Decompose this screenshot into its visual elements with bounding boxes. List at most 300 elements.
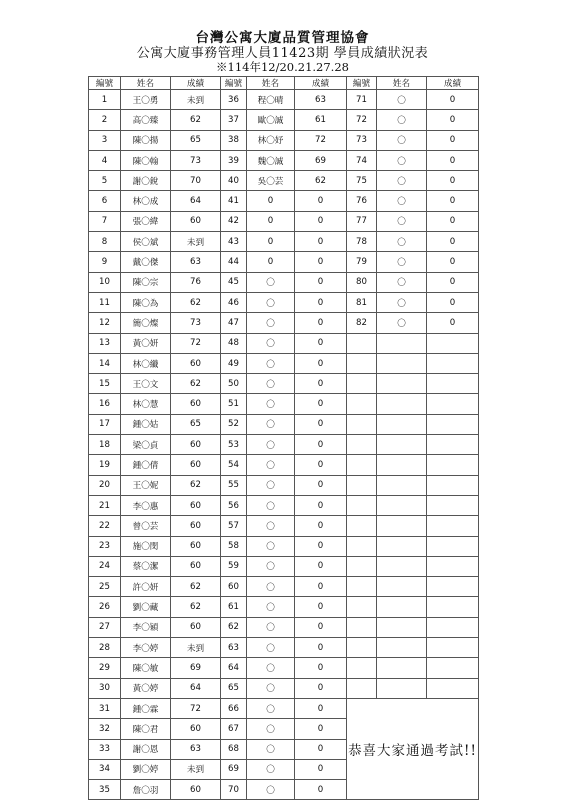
student-number: 5	[89, 171, 121, 191]
table-row	[89, 333, 479, 353]
student-score: 60	[171, 455, 221, 475]
student-name: 〇	[247, 638, 295, 658]
student-number: 47	[221, 313, 247, 333]
student-name: 〇	[247, 597, 295, 617]
table-row	[89, 252, 479, 272]
student-name: 〇	[247, 536, 295, 556]
student-score: 0	[427, 232, 479, 252]
student-score: 62	[171, 475, 221, 495]
student-number: 56	[221, 495, 247, 515]
student-name: 黃〇妍	[121, 333, 171, 353]
blank-cell	[427, 495, 479, 515]
student-number: 73	[347, 130, 377, 150]
student-score: 69	[295, 150, 347, 170]
student-number: 7	[89, 211, 121, 231]
student-name: 〇	[247, 333, 295, 353]
student-number: 63	[221, 638, 247, 658]
student-name: 梁〇貞	[121, 435, 171, 455]
table-row	[89, 455, 479, 475]
student-number: 52	[221, 414, 247, 434]
student-score: 0	[295, 435, 347, 455]
student-score: 63	[295, 90, 347, 110]
student-score: 63	[171, 252, 221, 272]
student-number: 45	[221, 272, 247, 292]
student-name: 0	[247, 232, 295, 252]
student-score: 0	[295, 232, 347, 252]
blank-cell	[427, 678, 479, 698]
student-score: 60	[171, 394, 221, 414]
table-row	[89, 353, 479, 373]
student-name: 劉〇藏	[121, 597, 171, 617]
student-number: 70	[221, 780, 247, 800]
student-score: 60	[171, 617, 221, 637]
student-name: 許〇妍	[121, 577, 171, 597]
blank-cell	[427, 455, 479, 475]
student-number: 60	[221, 577, 247, 597]
blank-cell	[347, 556, 377, 576]
student-score: 0	[427, 292, 479, 312]
student-name: 〇	[247, 617, 295, 637]
student-score: 63	[171, 739, 221, 759]
student-name: 〇	[247, 658, 295, 678]
student-score: 0	[295, 292, 347, 312]
blank-cell	[347, 475, 377, 495]
student-number: 71	[347, 90, 377, 110]
blank-cell	[347, 516, 377, 536]
student-number: 23	[89, 536, 121, 556]
table-row	[89, 597, 479, 617]
student-number: 26	[89, 597, 121, 617]
student-number: 36	[221, 90, 247, 110]
student-name: 〇	[377, 292, 427, 312]
student-score: 64	[171, 191, 221, 211]
column-header: 姓名	[247, 77, 295, 90]
student-score: 0	[295, 191, 347, 211]
blank-cell	[377, 678, 427, 698]
student-score: 60	[171, 211, 221, 231]
student-score: 0	[295, 516, 347, 536]
student-number: 18	[89, 435, 121, 455]
student-score: 0	[295, 759, 347, 779]
student-number: 57	[221, 516, 247, 536]
student-number: 10	[89, 272, 121, 292]
student-name: 〇	[247, 556, 295, 576]
student-name: 〇	[247, 272, 295, 292]
student-number: 32	[89, 719, 121, 739]
student-name: 吳〇芸	[247, 171, 295, 191]
student-score: 60	[171, 435, 221, 455]
blank-cell	[377, 658, 427, 678]
student-name: 〇	[247, 435, 295, 455]
blank-cell	[347, 333, 377, 353]
student-score: 65	[171, 130, 221, 150]
student-name: 王〇妮	[121, 475, 171, 495]
student-name: 〇	[247, 353, 295, 373]
student-name: 〇	[377, 313, 427, 333]
student-score: 72	[295, 130, 347, 150]
student-number: 9	[89, 252, 121, 272]
student-name: 〇	[247, 455, 295, 475]
student-name: 〇	[377, 211, 427, 231]
student-score: 0	[295, 597, 347, 617]
table-row	[89, 638, 479, 658]
student-name: 〇	[377, 191, 427, 211]
student-number: 3	[89, 130, 121, 150]
student-number: 82	[347, 313, 377, 333]
student-number: 72	[347, 110, 377, 130]
student-score: 0	[295, 353, 347, 373]
table-row	[89, 556, 479, 576]
student-number: 65	[221, 678, 247, 698]
student-number: 20	[89, 475, 121, 495]
student-score: 60	[171, 536, 221, 556]
class-dates: ※114年12/20.21.27.28	[216, 60, 349, 74]
student-name: 程〇晴	[247, 90, 295, 110]
student-number: 30	[89, 678, 121, 698]
student-score: 0	[295, 739, 347, 759]
table-row	[89, 394, 479, 414]
blank-cell	[427, 638, 479, 658]
column-header: 成績	[295, 77, 347, 90]
student-name: 〇	[247, 313, 295, 333]
student-number: 69	[221, 759, 247, 779]
student-name: 〇	[247, 516, 295, 536]
student-name: 〇	[247, 739, 295, 759]
grade-table	[88, 76, 479, 800]
column-header: 成績	[427, 77, 479, 90]
student-number: 15	[89, 374, 121, 394]
student-number: 40	[221, 171, 247, 191]
student-number: 43	[221, 232, 247, 252]
student-name: 謝〇銳	[121, 171, 171, 191]
student-number: 11	[89, 292, 121, 312]
student-name: 〇	[247, 719, 295, 739]
student-score: 0	[427, 313, 479, 333]
student-number: 17	[89, 414, 121, 434]
student-name: 〇	[377, 252, 427, 272]
student-score: 0	[295, 780, 347, 800]
table-row	[89, 475, 479, 495]
blank-cell	[427, 414, 479, 434]
blank-cell	[347, 577, 377, 597]
student-number: 28	[89, 638, 121, 658]
blank-cell	[347, 617, 377, 637]
blank-cell	[347, 495, 377, 515]
student-number: 14	[89, 353, 121, 373]
student-number: 4	[89, 150, 121, 170]
blank-cell	[347, 536, 377, 556]
student-number: 16	[89, 394, 121, 414]
student-number: 13	[89, 333, 121, 353]
student-score: 0	[295, 272, 347, 292]
student-number: 1	[89, 90, 121, 110]
student-score: 61	[295, 110, 347, 130]
student-name: 〇	[247, 414, 295, 434]
student-number: 29	[89, 658, 121, 678]
blank-cell	[377, 638, 427, 658]
blank-cell	[427, 374, 479, 394]
student-score: 60	[171, 556, 221, 576]
student-name: 鍾〇霖	[121, 698, 171, 718]
student-score: 0	[295, 414, 347, 434]
student-number: 59	[221, 556, 247, 576]
student-number: 24	[89, 556, 121, 576]
student-number: 50	[221, 374, 247, 394]
blank-cell	[377, 374, 427, 394]
blank-cell	[427, 617, 479, 637]
student-number: 75	[347, 171, 377, 191]
student-score: 0	[427, 252, 479, 272]
table-row	[89, 272, 479, 292]
student-number: 80	[347, 272, 377, 292]
blank-cell	[347, 414, 377, 434]
student-number: 51	[221, 394, 247, 414]
blank-cell	[377, 333, 427, 353]
blank-cell	[377, 597, 427, 617]
student-name: 陳〇君	[121, 719, 171, 739]
student-name: 〇	[377, 130, 427, 150]
student-score: 0	[295, 556, 347, 576]
student-name: 戴〇傑	[121, 252, 171, 272]
blank-cell	[427, 556, 479, 576]
student-score: 0	[295, 536, 347, 556]
student-name: 侯〇斌	[121, 232, 171, 252]
blank-cell	[427, 516, 479, 536]
student-score: 0	[295, 719, 347, 739]
table-row	[89, 374, 479, 394]
student-name: 〇	[247, 394, 295, 414]
student-number: 54	[221, 455, 247, 475]
student-number: 38	[221, 130, 247, 150]
student-number: 79	[347, 252, 377, 272]
student-score: 0	[295, 495, 347, 515]
student-score: 62	[171, 374, 221, 394]
student-name: 詹〇羽	[121, 780, 171, 800]
column-header: 成績	[171, 77, 221, 90]
student-name: 黃〇婷	[121, 678, 171, 698]
column-header: 編號	[89, 77, 121, 90]
student-name: 〇	[247, 577, 295, 597]
blank-cell	[347, 678, 377, 698]
student-score: 60	[171, 719, 221, 739]
student-name: 劉〇婷	[121, 759, 171, 779]
student-name: 歐〇誠	[247, 110, 295, 130]
student-number: 64	[221, 658, 247, 678]
student-score: 60	[171, 495, 221, 515]
student-name: 〇	[247, 780, 295, 800]
student-name: 施〇閔	[121, 536, 171, 556]
student-score: 72	[171, 698, 221, 718]
student-number: 21	[89, 495, 121, 515]
student-score: 0	[427, 272, 479, 292]
student-score: 0	[295, 211, 347, 231]
table-row	[89, 495, 479, 515]
student-name: 高〇臻	[121, 110, 171, 130]
blank-cell	[377, 536, 427, 556]
student-score: 72	[171, 333, 221, 353]
blank-cell	[377, 394, 427, 414]
table-row	[89, 516, 479, 536]
student-number: 62	[221, 617, 247, 637]
student-score: 0	[295, 698, 347, 718]
column-header: 編號	[347, 77, 377, 90]
blank-cell	[377, 455, 427, 475]
table-row	[89, 292, 479, 312]
blank-cell	[377, 435, 427, 455]
student-name: 〇	[247, 475, 295, 495]
table-row	[89, 191, 479, 211]
student-score: 0	[427, 110, 479, 130]
student-name: 〇	[377, 90, 427, 110]
table-row	[89, 617, 479, 637]
blank-cell	[347, 658, 377, 678]
student-name: 0	[247, 211, 295, 231]
student-score: 0	[295, 638, 347, 658]
student-name: 〇	[247, 759, 295, 779]
student-score: 未到	[171, 232, 221, 252]
student-number: 68	[221, 739, 247, 759]
student-name: 陳〇為	[121, 292, 171, 312]
student-name: 林〇纖	[121, 353, 171, 373]
blank-cell	[427, 475, 479, 495]
student-score: 0	[295, 658, 347, 678]
student-number: 27	[89, 617, 121, 637]
student-number: 48	[221, 333, 247, 353]
blank-cell	[377, 353, 427, 373]
student-name: 張〇緯	[121, 211, 171, 231]
student-score: 60	[171, 780, 221, 800]
blank-cell	[347, 597, 377, 617]
student-score: 64	[171, 678, 221, 698]
student-name: 林〇慧	[121, 394, 171, 414]
student-name: 鍾〇姑	[121, 414, 171, 434]
blank-cell	[347, 638, 377, 658]
student-name: 林〇成	[121, 191, 171, 211]
student-name: 〇	[247, 374, 295, 394]
table-row	[89, 658, 479, 678]
student-number: 42	[221, 211, 247, 231]
student-number: 37	[221, 110, 247, 130]
blank-cell	[427, 333, 479, 353]
student-number: 6	[89, 191, 121, 211]
student-score: 73	[171, 313, 221, 333]
student-score: 未到	[171, 638, 221, 658]
student-score: 0	[295, 252, 347, 272]
table-row	[89, 435, 479, 455]
student-score: 0	[295, 455, 347, 475]
table-row	[89, 678, 479, 698]
table-row	[89, 130, 479, 150]
blank-cell	[427, 435, 479, 455]
student-name: 陳〇敏	[121, 658, 171, 678]
blank-cell	[377, 556, 427, 576]
student-number: 74	[347, 150, 377, 170]
blank-cell	[377, 475, 427, 495]
student-score: 未到	[171, 759, 221, 779]
table-row	[89, 90, 479, 110]
student-name: 林〇妤	[247, 130, 295, 150]
blank-cell	[347, 394, 377, 414]
student-score: 69	[171, 658, 221, 678]
student-score: 0	[295, 678, 347, 698]
student-score: 0	[295, 394, 347, 414]
table-row	[89, 232, 479, 252]
student-score: 62	[171, 597, 221, 617]
student-name: 〇	[247, 495, 295, 515]
blank-cell	[377, 516, 427, 536]
student-number: 22	[89, 516, 121, 536]
blank-cell	[427, 658, 479, 678]
student-number: 44	[221, 252, 247, 272]
student-name: 0	[247, 191, 295, 211]
student-name: 王〇勇	[121, 90, 171, 110]
table-row	[89, 698, 479, 718]
blank-cell	[427, 536, 479, 556]
student-score: 0	[427, 171, 479, 191]
student-score: 73	[171, 150, 221, 170]
table-row	[89, 313, 479, 333]
table-row	[89, 536, 479, 556]
student-number: 35	[89, 780, 121, 800]
student-name: 魏〇誠	[247, 150, 295, 170]
blank-cell	[427, 394, 479, 414]
student-name: 〇	[377, 110, 427, 130]
student-score: 0	[295, 333, 347, 353]
student-name: 〇	[247, 292, 295, 312]
student-name: 蔡〇潔	[121, 556, 171, 576]
student-number: 77	[347, 211, 377, 231]
student-score: 0	[427, 90, 479, 110]
header-row	[89, 77, 479, 90]
student-score: 0	[427, 130, 479, 150]
student-name: 〇	[377, 272, 427, 292]
student-score: 65	[171, 414, 221, 434]
student-name: 謝〇恩	[121, 739, 171, 759]
student-score: 62	[295, 171, 347, 191]
table-row	[89, 577, 479, 597]
student-number: 81	[347, 292, 377, 312]
student-score: 0	[295, 617, 347, 637]
student-score: 0	[295, 374, 347, 394]
student-number: 78	[347, 232, 377, 252]
student-name: 李〇穎	[121, 617, 171, 637]
student-score: 0	[295, 577, 347, 597]
column-header: 姓名	[377, 77, 427, 90]
student-name: 〇	[377, 232, 427, 252]
student-number: 55	[221, 475, 247, 495]
student-number: 49	[221, 353, 247, 373]
student-name: 李〇惠	[121, 495, 171, 515]
student-name: 0	[247, 252, 295, 272]
table-row	[89, 414, 479, 434]
blank-cell	[377, 495, 427, 515]
blank-cell	[347, 455, 377, 475]
blank-cell	[427, 597, 479, 617]
student-number: 25	[89, 577, 121, 597]
student-score: 60	[171, 353, 221, 373]
student-number: 61	[221, 597, 247, 617]
student-number: 46	[221, 292, 247, 312]
student-number: 2	[89, 110, 121, 130]
student-score: 62	[171, 292, 221, 312]
student-name: 陳〇揚	[121, 130, 171, 150]
student-number: 19	[89, 455, 121, 475]
student-number: 39	[221, 150, 247, 170]
blank-cell	[347, 435, 377, 455]
student-score: 0	[295, 475, 347, 495]
student-name: 〇	[377, 171, 427, 191]
student-number: 8	[89, 232, 121, 252]
